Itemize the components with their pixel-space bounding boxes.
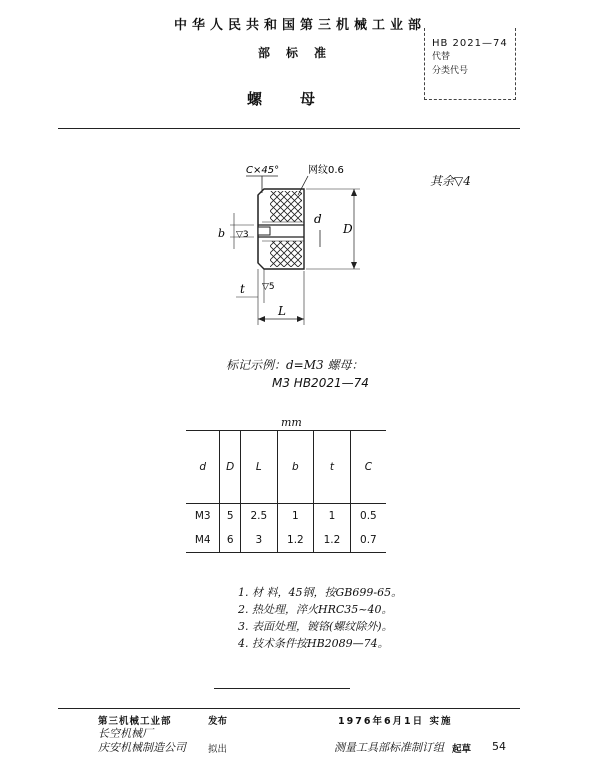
table-row: [186, 528, 386, 553]
header-d: d: [186, 431, 220, 504]
dim-b: b: [218, 227, 226, 240]
table-header-row: [186, 431, 386, 504]
table-unit: mm: [281, 416, 302, 429]
footer-printer: 测量工具部标准制订组: [334, 741, 444, 754]
category-label: 分类代号: [432, 65, 469, 76]
dimension-table: [186, 430, 386, 553]
footer-drafter-2: 庆安机械制造公司: [98, 741, 186, 754]
table-cell: 1.2: [314, 528, 351, 553]
dim-L: L: [278, 304, 286, 318]
replaces-label: 代替: [432, 52, 451, 62]
knurl-lower: [270, 241, 302, 267]
footer-draft-role-label: 起草: [452, 744, 472, 755]
header-L: L: [241, 431, 278, 504]
table-cell: M4: [186, 528, 220, 553]
marking-example-line1: 标记示例：d=M3 螺母：: [226, 358, 364, 372]
standard-type: 部标准: [257, 46, 342, 60]
table-cell: 0.5: [350, 504, 386, 529]
note-surface-treatment: 3. 表面处理，镀铬(螺纹除外)。: [238, 620, 393, 633]
finish-5: ▽5: [262, 282, 275, 292]
marking-example-line2: M3 HB2021—74: [272, 376, 369, 390]
dim-d: d: [314, 212, 322, 226]
chamfer-label: C×45°: [246, 165, 280, 176]
header-C: C: [350, 431, 386, 504]
footer-draft-label: 拟出: [208, 744, 228, 755]
header-D: D: [220, 431, 241, 504]
document-title: 螺母: [246, 90, 353, 108]
technical-notes: [238, 584, 402, 652]
header-b: b: [277, 431, 314, 504]
note-material: 1. 材 料，45钢，按GB699-65。: [238, 586, 403, 599]
knurl-upper: [270, 191, 302, 222]
table-cell: 6: [220, 528, 241, 553]
footer-drafter-1: 长空机械厂: [98, 727, 153, 740]
note-technical-conditions: 4. 技术条件按HB2089—74。: [238, 637, 389, 650]
footer-issuer: 第三机械工业部: [98, 716, 172, 727]
header-rule: [58, 128, 520, 129]
table-row: [186, 504, 386, 529]
table-cell: 2.5: [241, 504, 278, 529]
standard-number: HB 2021—74: [432, 38, 508, 49]
page-number: 54: [492, 740, 506, 753]
note-heat-treatment: 2. 热处理，淬火HRC35~40。: [238, 603, 393, 616]
code-box: [424, 28, 516, 100]
notes-end-rule: [214, 688, 350, 689]
table-cell: 0.7: [350, 528, 386, 553]
knurl-label: 网纹0.6: [308, 165, 344, 176]
footer-issue-label: 发布: [208, 716, 228, 727]
dim-t: t: [240, 282, 245, 296]
nut-drawing: [200, 155, 370, 330]
ministry-heading: 中华人民共和国第三机械工业部: [173, 18, 426, 33]
table-cell: 1.2: [277, 528, 314, 553]
header-t: t: [314, 431, 351, 504]
table-cell: M3: [194, 510, 211, 522]
table-cell: 1: [277, 504, 314, 529]
footer-effective-date: 1976年6月1日 实施: [338, 716, 453, 727]
table-cell: 1: [314, 504, 351, 529]
finish-3: ▽3: [236, 230, 249, 240]
table-cell: 3: [241, 528, 278, 553]
table-cell: 5: [220, 504, 241, 529]
roughness-note: 其余▽4: [430, 174, 471, 188]
dim-D: D: [343, 222, 353, 236]
footer-rule: [58, 708, 520, 709]
